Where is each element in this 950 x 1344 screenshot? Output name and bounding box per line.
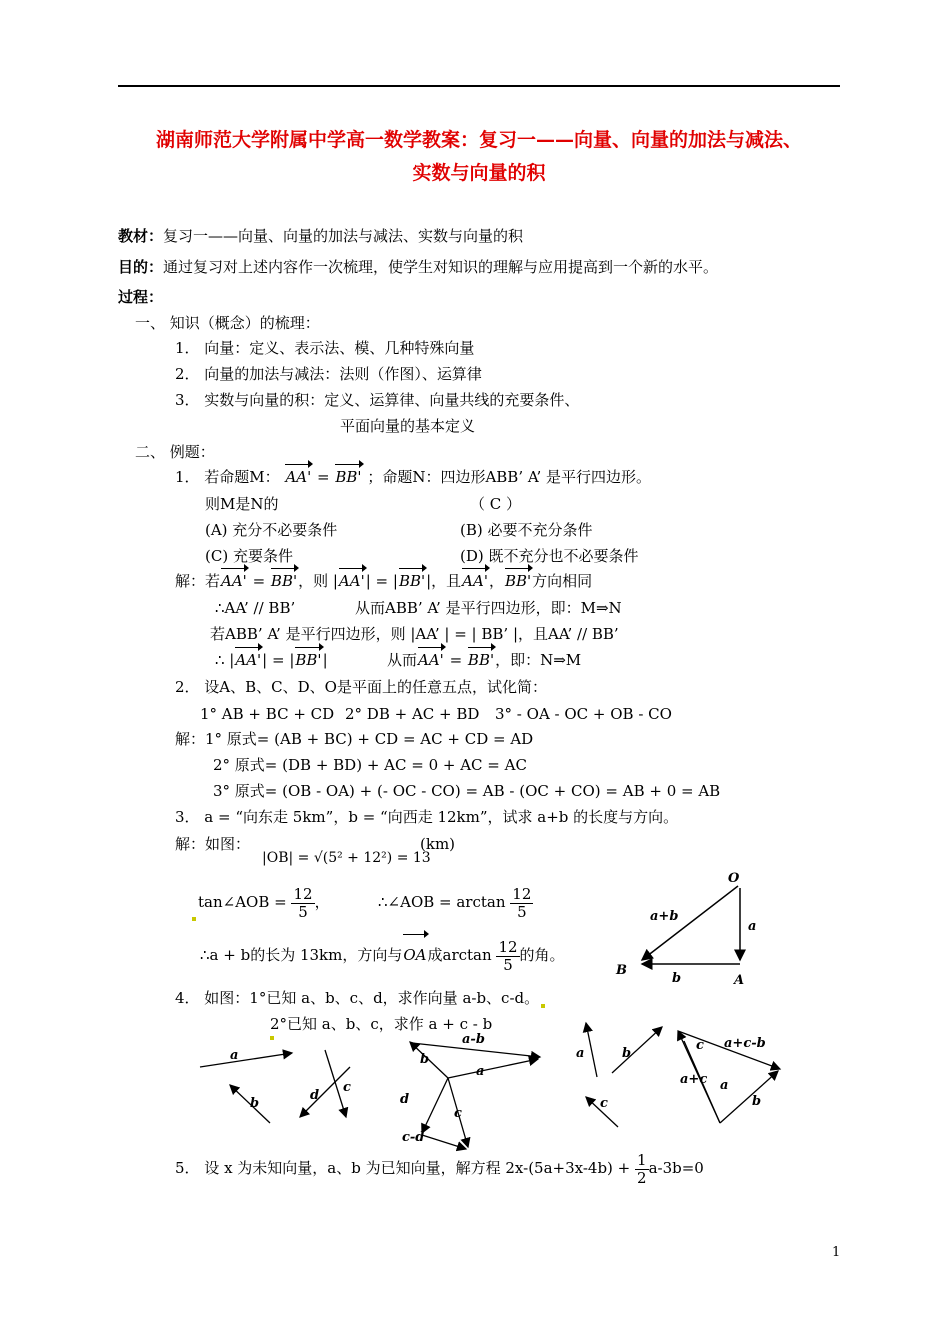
solution-1-line-2b: 从而ABB’ A’ 是平行四边形，即：M⇒N [355,599,622,617]
fraction-numerator: 12 [512,884,532,903]
fraction-numerator: 1 [637,1150,647,1169]
fig-vector-b-4 [720,1071,778,1123]
sol-text: 方向相同 [532,572,593,590]
vector-AA: AA' [338,572,365,590]
option-a: (A) 充分不必要条件 [205,521,338,539]
fig-label-c-3: c [600,1096,608,1111]
material-label: 教材： [118,227,164,245]
fig-label-a-2: a [476,1064,485,1079]
vector-BB: BB' [295,651,322,669]
result-text: ∴a + b的长为 13km，方向与 [200,946,403,964]
vector-figures [190,1015,800,1160]
process-label: 过程： [118,288,164,306]
section-1-heading: 一、 知识（概念）的梳理： [135,314,320,332]
goal-label: 目的： [118,258,164,276]
fig-label-a: a [230,1048,239,1063]
solution-1-line-3: 若ABB’ A’ 是平行四边形，则 |AA’ | = | BB’ |，且AA’ // BB’ [210,625,619,643]
vector-AA: AA' [221,572,247,590]
sol-text: 解：若 [175,572,221,590]
solution-3-intro: 解：如图： [175,835,251,853]
fig-vector-a [200,1053,292,1067]
fig-label-b-3: b [622,1046,632,1061]
fig-label-a-minus-b: a-b [462,1032,485,1047]
fig-label-b-4: b [752,1094,762,1109]
example-1-text-a: 1． 若命题M： [175,468,280,486]
example-1-statement [175,467,651,487]
sol-text: ， [488,572,504,590]
fraction-1-2 [635,1152,649,1187]
vector-BB: BB' [398,572,426,590]
fraction-numerator: 12 [498,937,518,956]
example-4-part-2: 2°已知 a、b、c，求作 a + c - b [270,1015,493,1033]
fraction-12-5 [291,886,314,921]
vector-AA: AA' [235,651,262,669]
sol-text: ∴AA’ // BB’ [215,599,296,617]
knowledge-3: 3． 实数与向量的积：定义、运算律、向量共线的充要条件、 [175,391,580,409]
material-text: 复习一——向量、向量的加法与减法、实数与向量的积 [163,227,524,245]
fig-vector-c-minus-d [422,1135,466,1149]
option-c: (C) 充要条件 [205,547,293,565]
vector-AA: AA' [418,651,444,669]
fig-vector-a-3 [586,1023,597,1077]
label-b: b [672,971,682,986]
page-title-line1: 湖南师范大学附属中学高一数学教案：复习一——向量、向量的加法与减法、 [155,129,802,151]
fig-label-b: b [250,1096,260,1111]
fig-vector-b-3 [612,1027,662,1073]
label-O: O [728,871,740,886]
example-1-answer: （ C ） [470,495,522,513]
fig-label-a-4: a [720,1078,729,1093]
page-number: 1 [832,1245,841,1260]
goal-row [118,257,718,277]
fig-vector-a-2 [448,1059,538,1078]
solution-3-arctan [378,884,533,921]
fig-label-c-2: c [454,1106,462,1121]
example-5-end: a-3b=0 [648,1159,704,1177]
result-text: 成arctan [427,946,492,964]
fig-label-a-plus-c-minus-b: a+c-b [724,1036,766,1051]
fraction-denominator: 2 [637,1168,647,1187]
sol-text: |，且 [426,572,462,590]
marker-dot [192,917,196,921]
example-5-statement [175,1150,704,1187]
fraction-denominator: 5 [503,955,513,974]
solution-1-line-2 [215,598,295,618]
equals: = [247,572,270,590]
vector-BB: BB' [335,468,362,486]
fraction-12-5 [496,939,519,974]
fraction-numerator: 12 [293,884,313,903]
label-A: A [734,973,745,988]
solution-3-tan: tan∠AOB = $\frac{12}{5}$ ， [190,884,330,921]
fig-label-a-plus-c: a+c [680,1072,708,1087]
example-5-text: 5． 设 x 为未知向量，a、b 为已知向量，解方程 2x-(5a+3x-4b) + [175,1159,631,1177]
solution-3-modulus: |OB| = √(5² + 12²) = 13 [262,850,431,866]
solution-3-unit: (km) [420,835,456,853]
solution-1-line-4 [215,650,328,670]
sol-text: | = | [262,651,295,669]
arctan-text: ∴∠AOB = arctan [378,893,506,911]
solution-2-line-1: 解：1° 原式= (AB + BC) + CD = AC + CD = AD [175,730,534,748]
label-a-plus-b: a+b [650,909,679,924]
marker-dot [541,1004,545,1008]
sol-text: | [322,651,328,669]
fig-label-c-4: c [696,1038,704,1053]
vector-BB: BB' [270,572,298,590]
page-title-line2: 实数与向量的积 [412,162,546,184]
vector-BB: BB' [467,651,495,669]
fraction-denominator: 5 [298,902,308,921]
example-1-question: 则M是N的 [205,495,279,513]
fraction-denominator: 5 [517,902,527,921]
material-row [118,226,523,246]
example-3-statement: 3． a = “向东走 5km”，b = “向西走 12km”，试求 a+b 的长度与方向。 [175,808,679,826]
fig-label-d-2: d [400,1092,410,1107]
vector-OA: OA [402,937,427,973]
tan-text: tan∠AOB = [198,893,287,911]
fig-label-b-2: b [420,1052,430,1067]
fig-label-c-minus-d: c-d [402,1130,425,1145]
solution-1-line-4b [387,650,581,670]
triangle-figure [600,860,780,990]
result-text: 的角。 [519,946,565,964]
knowledge-2: 2． 向量的加法与减法：法则（作图）、运算律 [175,365,482,383]
solution-3-result [200,937,565,974]
example-2-part-2: 2° DB + AC + BD [345,705,480,723]
sol-text: ，则 | [298,572,338,590]
solution-1-line-1 [175,571,592,591]
fig-label-c: c [343,1080,351,1095]
sol-text: | = | [365,572,398,590]
vector-BB: BB' [504,572,532,590]
fig-vector-d-2 [422,1078,448,1133]
label-B: B [616,963,627,978]
label-a: a [748,919,757,934]
knowledge-1: 1． 向量：定义、表示法、模、几种特殊向量 [175,339,475,357]
solution-2-line-3: 3° 原式= (OB - OA) + (- OC - CO) = AB - (OC + CO) = AB + 0 = AB [213,782,721,800]
example-4-statement [175,988,547,1008]
header-rule [118,85,840,87]
example-2-part-3: 3° - OA - OC + OB - CO [495,705,672,723]
goal-text: 通过复习对上述内容作一次梳理，使学生对知识的理解与应用提高到一个新的水平。 [163,258,719,276]
fraction-12-5 [510,886,533,921]
vector-AA: AA' [462,572,488,590]
sol-text: ，即：N⇒M [495,651,582,669]
vector-AA: AA' [285,468,312,486]
example-1-text-b: ；命题N：四边形ABB’ A’ 是平行四边形。 [367,468,652,486]
example-4-text: 4． 如图：1°已知 a、b、c、d，求作向量 a-b、c-d。 [175,989,540,1007]
sol-text: 从而 [387,651,418,669]
example-2-part-1: 1° AB + BC + CD [200,705,335,723]
option-d: (D) 既不充分也不必要条件 [460,547,639,565]
equals: = [312,468,335,486]
knowledge-3-cont: 平面向量的基本定义 [340,417,476,435]
section-2-heading: 二、 例题： [135,443,215,461]
example-2-statement: 2． 设A、B、C、D、O是平面上的任意五点，试化简： [175,678,547,696]
sol-text: ∴ | [215,651,235,669]
solution-2-line-2: 2° 原式= (DB + BD) + AC = 0 + AC = AC [213,756,527,774]
fig-label-a-3: a [576,1046,585,1061]
equals: = [444,651,467,669]
option-b: (B) 必要不充分条件 [460,521,593,539]
fig-label-d: d [310,1088,320,1103]
